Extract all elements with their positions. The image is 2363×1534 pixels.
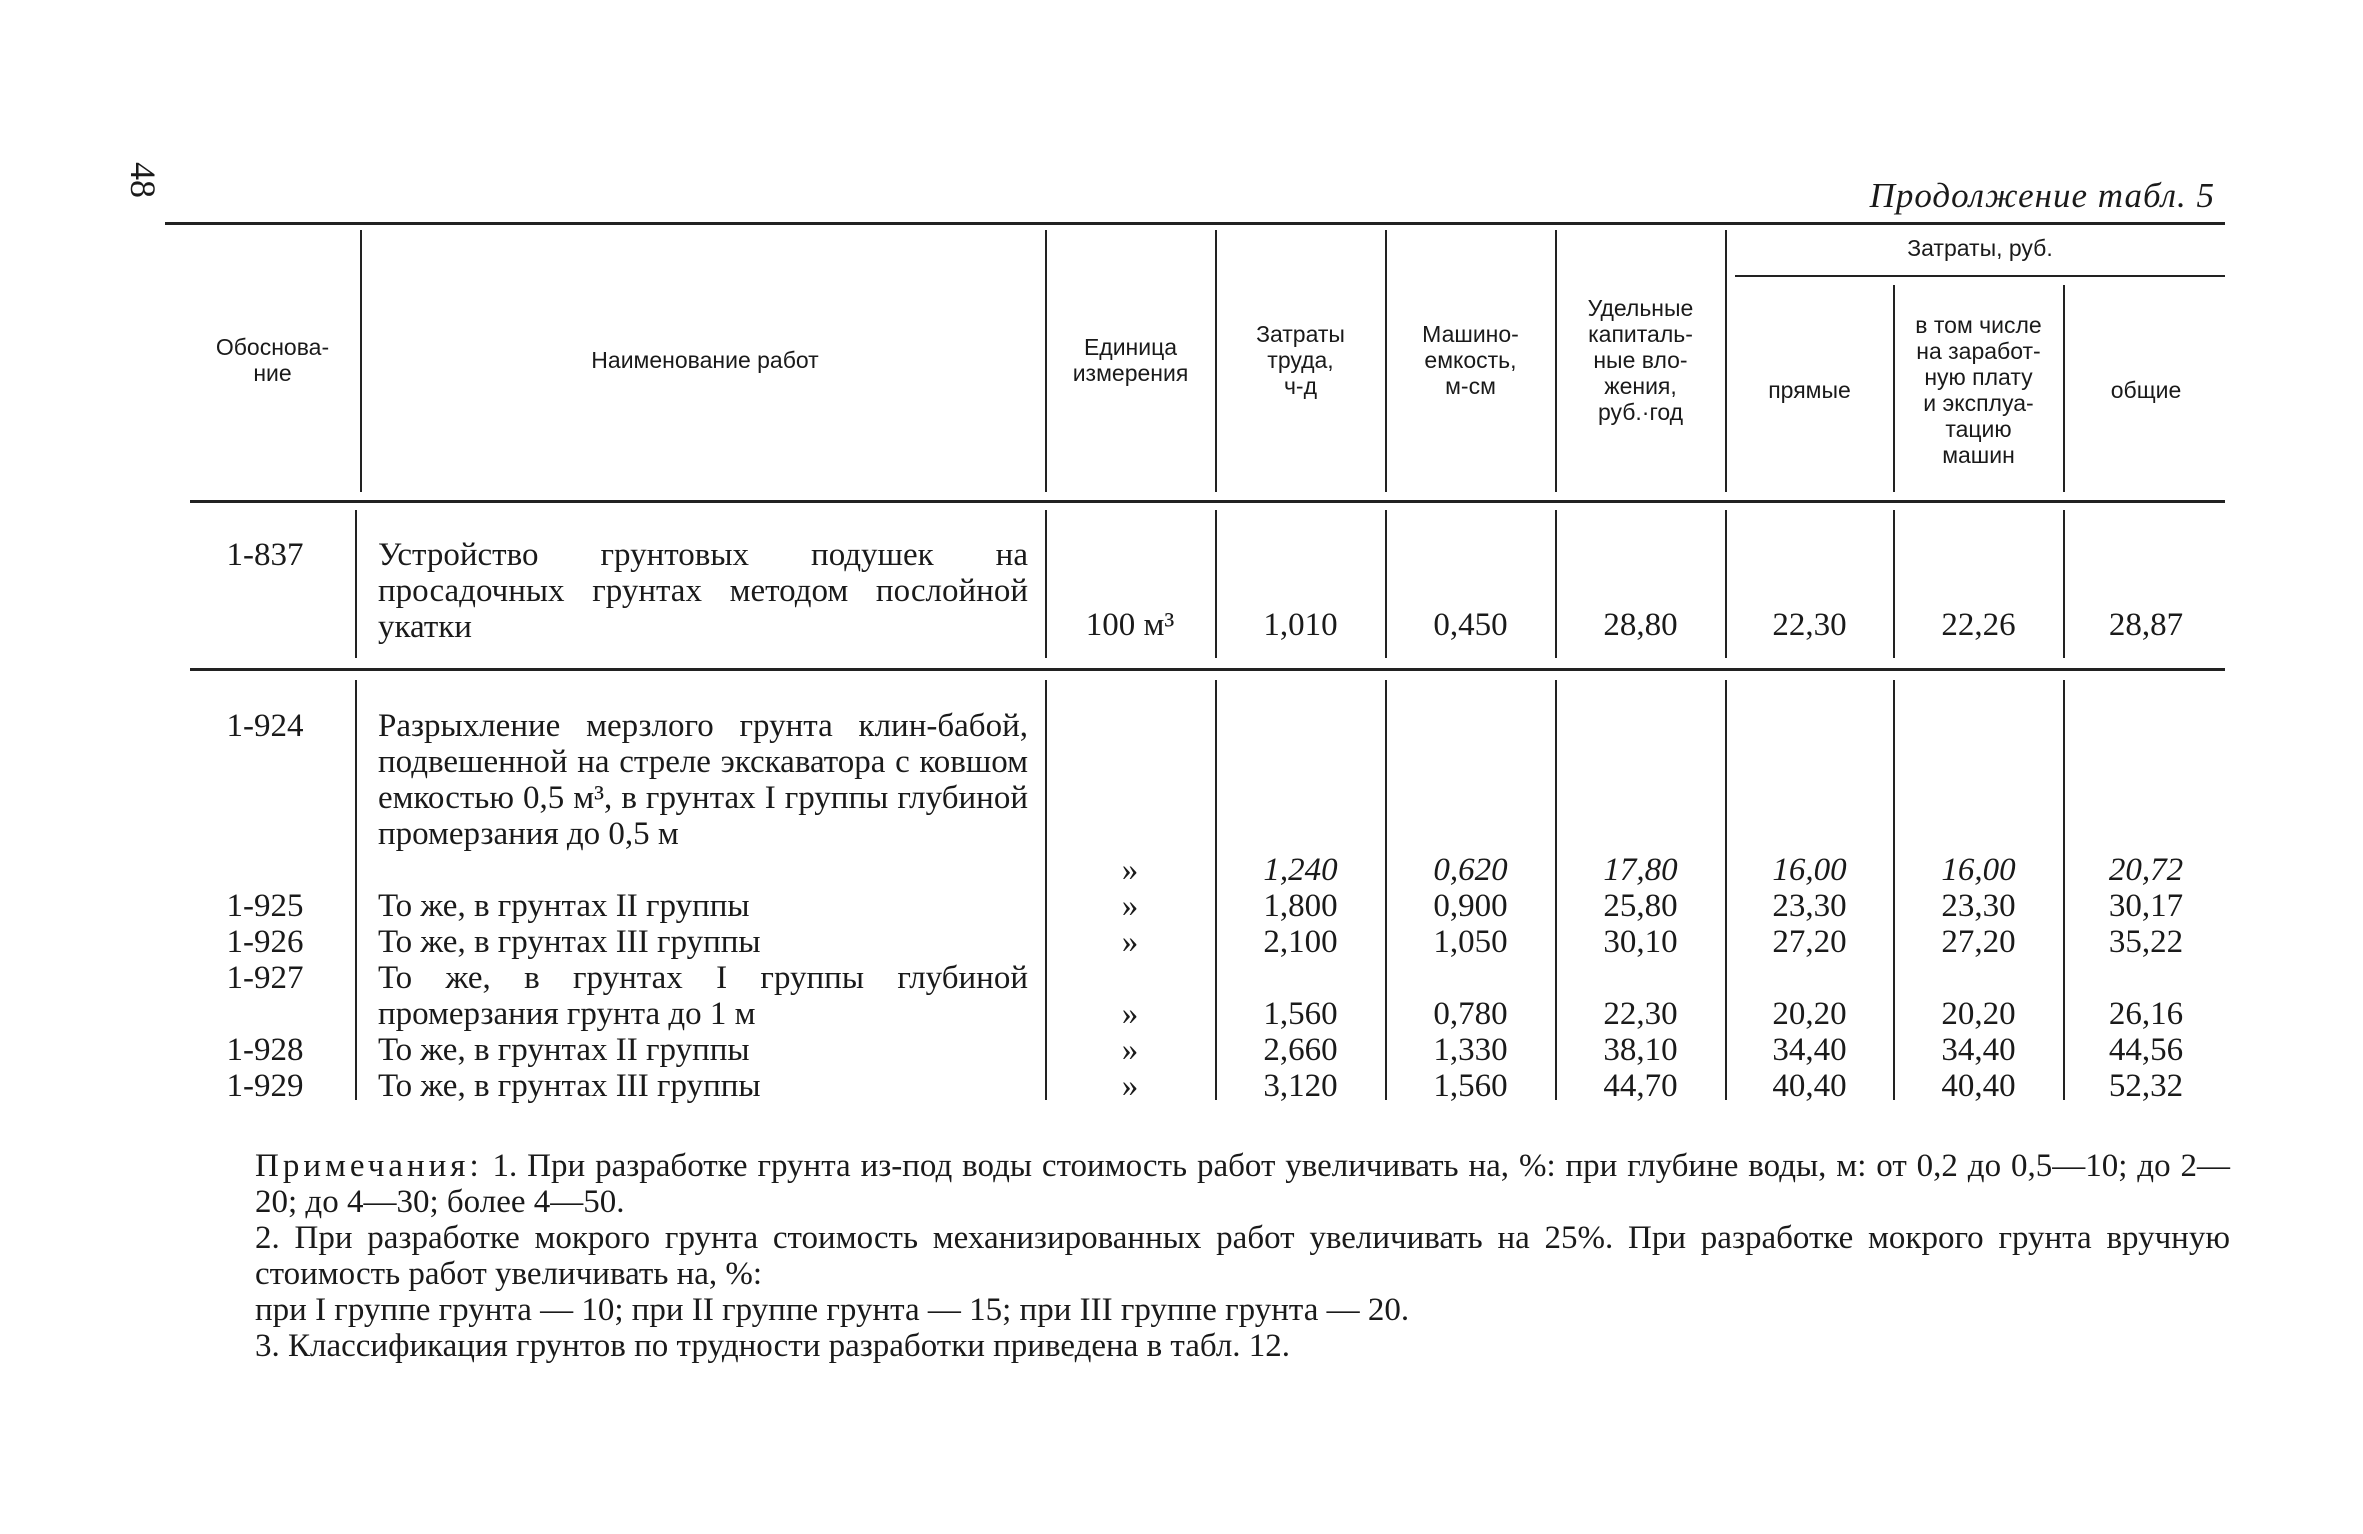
page-number: 48 [123,162,163,198]
row-total: 44,56 [2108,1032,2184,1068]
row-total: 30,17 [2108,888,2184,924]
note-1-text: 1. При разработке грунта из-под воды стоимость работ увеличивать на, %: при глубине воды, м: от 0,2 до 0,5—10; до 2—20; до 4—30; более 4—50. [255,1148,2230,1220]
row-work-name: То же, в грунтах III группы [378,924,761,960]
row-labor: 3,120 [1263,1068,1338,1104]
row-capital: 22,30 [1603,996,1678,1032]
col-divider [1385,230,1387,492]
col-divider [355,510,357,658]
header-costs-group: Затраты, руб. [1907,235,2053,261]
row-code: 1-929 [226,1068,304,1104]
header-work-name: Наименование работ [591,347,819,373]
table-top-rule [165,222,2225,225]
col-divider [1215,230,1217,492]
row-machine: 0,780 [1433,996,1508,1032]
row-direct: 40,40 [1772,1068,1847,1104]
col-divider [1725,510,1727,658]
row-total: 20,72 [2108,852,2184,888]
col-divider [1555,680,1557,1100]
row-direct: 16,00 [1772,852,1847,888]
row-labor: 2,100 [1263,924,1338,960]
header-capital: Удельные капиталь- ные вло- жения, руб.·год [1587,295,1694,425]
row-incl: 20,20 [1941,996,2016,1032]
row-capital: 44,70 [1603,1068,1678,1104]
row-unit: 100 м³ [1085,607,1175,643]
row-code: 1-925 [226,888,304,924]
row-direct: 20,20 [1772,996,1847,1032]
row-unit: » [1121,852,1139,888]
col-divider [2063,510,2065,658]
row-machine: 0,900 [1433,888,1508,924]
row-separator-rule [190,668,2225,671]
row-total: 52,32 [2108,1068,2184,1104]
row-labor: 1,560 [1263,996,1338,1032]
row-work-name: То же, в грунтах I группы глубиной промерзания грунта до 1 м [378,960,1028,1032]
col-divider [1725,230,1727,492]
header-unit: Единица измерения [1072,334,1189,386]
row-direct: 22,30 [1772,607,1847,643]
row-capital: 28,80 [1603,607,1678,643]
row-total: 35,22 [2108,924,2184,960]
row-direct: 23,30 [1772,888,1847,924]
col-divider [1385,510,1387,658]
row-code: 1-926 [226,924,304,960]
notes-block [255,1148,2230,1364]
header-justification: Обоснова- ние [215,334,330,386]
col-divider [1725,680,1727,1100]
continuation-label: Продолжение табл. 5 [1869,176,2215,215]
row-incl: 16,00 [1941,852,2016,888]
header-bottom-rule [190,500,2225,503]
note-2: 2. При разработке мокрого грунта стоимость механизированных работ увеличивать на 25%. При разработке мокрого грунта вручную стоимость работ увеличивать на, %: [255,1220,2230,1292]
row-incl: 27,20 [1941,924,2016,960]
row-unit: » [1121,996,1139,1032]
row-labor: 1,010 [1263,607,1338,643]
col-divider [1045,230,1047,492]
row-machine: 1,560 [1433,1068,1508,1104]
col-divider [355,680,357,1100]
col-divider [1893,680,1895,1100]
row-machine: 1,330 [1433,1032,1508,1068]
row-capital: 25,80 [1603,888,1678,924]
row-work-name: То же, в грунтах II группы [378,888,750,924]
row-total: 28,87 [2108,607,2184,643]
row-direct: 27,20 [1772,924,1847,960]
costs-group-rule [1735,275,2225,277]
col-divider [1555,510,1557,658]
row-labor: 1,800 [1263,888,1338,924]
row-machine: 0,450 [1433,607,1508,643]
col-divider [1555,230,1557,492]
row-incl: 23,30 [1941,888,2016,924]
row-unit: » [1121,888,1139,924]
row-incl: 22,26 [1941,607,2016,643]
row-code: 1-927 [226,960,304,996]
col-divider [1893,285,1895,492]
row-work-name: Устройство грунтовых подушек на просадочных грунтах методом послойной укатки [378,537,1028,645]
row-capital: 30,10 [1603,924,1678,960]
note-1 [255,1148,2230,1220]
row-work-name: То же, в грунтах III группы [378,1068,761,1104]
note-3: 3. Классификация грунтов по трудности разработки приведена в табл. 12. [255,1328,1291,1364]
header-labor: Затраты труда, ч-д [1256,321,1345,399]
row-labor: 2,660 [1263,1032,1338,1068]
row-work-name: Разрыхление мерзлого грунта клин-бабой, подвешенной на стреле экскаватора с ковшом емкостью 0,5 м³, в грунтах I группы глубиной промерзания до 0,5 м [378,708,1028,852]
row-incl: 34,40 [1941,1032,2016,1068]
col-divider [1385,680,1387,1100]
header-incl-wages: в том числе на заработ- ную плату и эксплуа- тацию машин [1915,312,2042,468]
row-incl: 40,40 [1941,1068,2016,1104]
notes-label: Примечания: [255,1148,483,1184]
row-machine: 0,620 [1433,852,1508,888]
row-capital: 17,80 [1603,852,1678,888]
header-direct: прямые [1768,377,1851,403]
col-divider [2063,285,2065,492]
row-direct: 34,40 [1772,1032,1847,1068]
row-code: 1-837 [226,537,304,573]
row-unit: » [1121,1032,1139,1068]
row-unit: » [1121,1068,1139,1104]
row-labor: 1,240 [1263,852,1338,888]
row-capital: 38,10 [1603,1032,1678,1068]
row-unit: » [1121,924,1139,960]
col-divider [360,230,362,492]
col-divider [1893,510,1895,658]
row-machine: 1,050 [1433,924,1508,960]
row-code: 1-924 [226,708,304,744]
row-total: 26,16 [2108,996,2184,1032]
header-total: общие [2110,377,2182,403]
col-divider [2063,680,2065,1100]
row-code: 1-928 [226,1032,304,1068]
header-machine: Машино- емкость, м-см [1422,321,1519,399]
row-work-name: То же, в грунтах II группы [378,1032,750,1068]
note-2-details: при I группе грунта — 10; при II группе грунта — 15; при III группе грунта — 20. [255,1292,1410,1328]
